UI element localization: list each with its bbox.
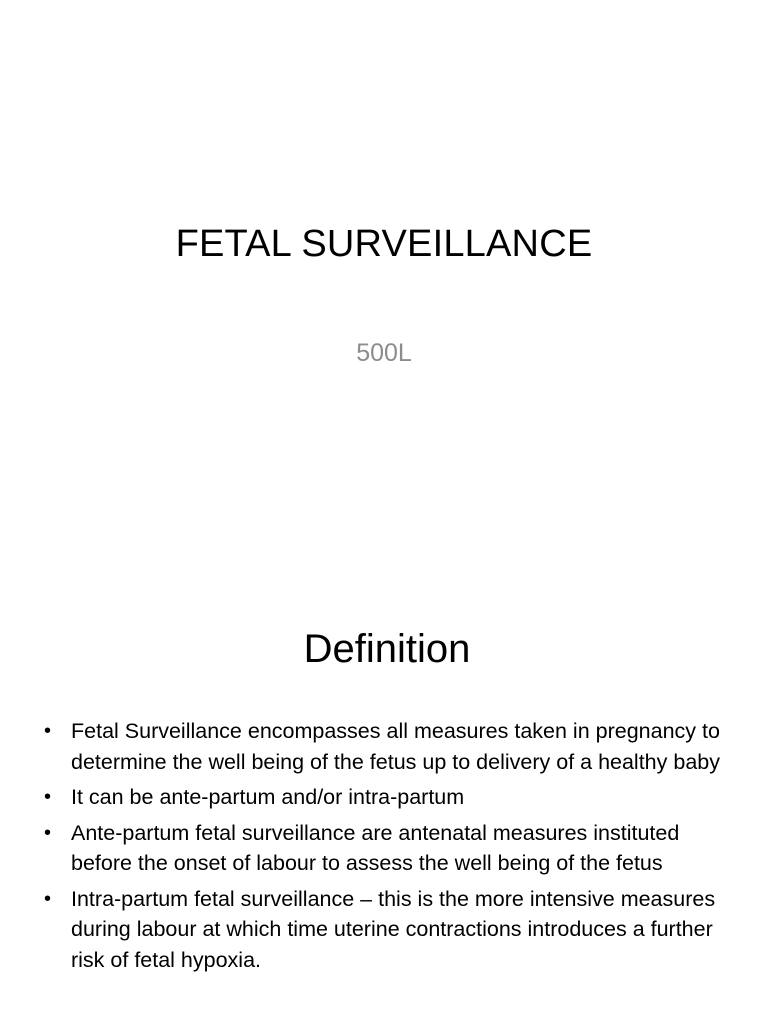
slide-heading: Definition: [303, 627, 471, 671]
bullet-list: [44, 716, 724, 980]
bullet-item: [44, 716, 724, 777]
bullet-text: Ante-partum fetal surveillance are antenatal measures instituted before the onset of labour to assess the well being of the fetus: [71, 820, 680, 875]
bullet-text: Intra-partum fetal surveillance – this is the more intensive measures during labour at which time uterine contractions introduces a further risk of fetal hypoxia.: [71, 886, 716, 972]
bullet-item: [44, 884, 724, 976]
bullet-item: [44, 782, 724, 813]
bullet-text: It can be ante-partum and/or intra-partum: [71, 785, 465, 809]
slide-title: FETAL SURVEILLANCE: [175, 223, 593, 265]
bullet-item: [44, 818, 724, 879]
definition-slide: [0, 576, 768, 1024]
bullet-icon: •: [44, 821, 52, 844]
bullet-icon: •: [44, 720, 52, 742]
bullet-icon: •: [44, 887, 52, 910]
slide-subtitle: 500L: [356, 339, 412, 367]
bullet-icon: •: [44, 786, 52, 808]
bullet-text: Fetal Surveillance encompasses all measures taken in pregnancy to determine the well being of the fetus up to delivery of a healthy baby: [71, 719, 720, 774]
